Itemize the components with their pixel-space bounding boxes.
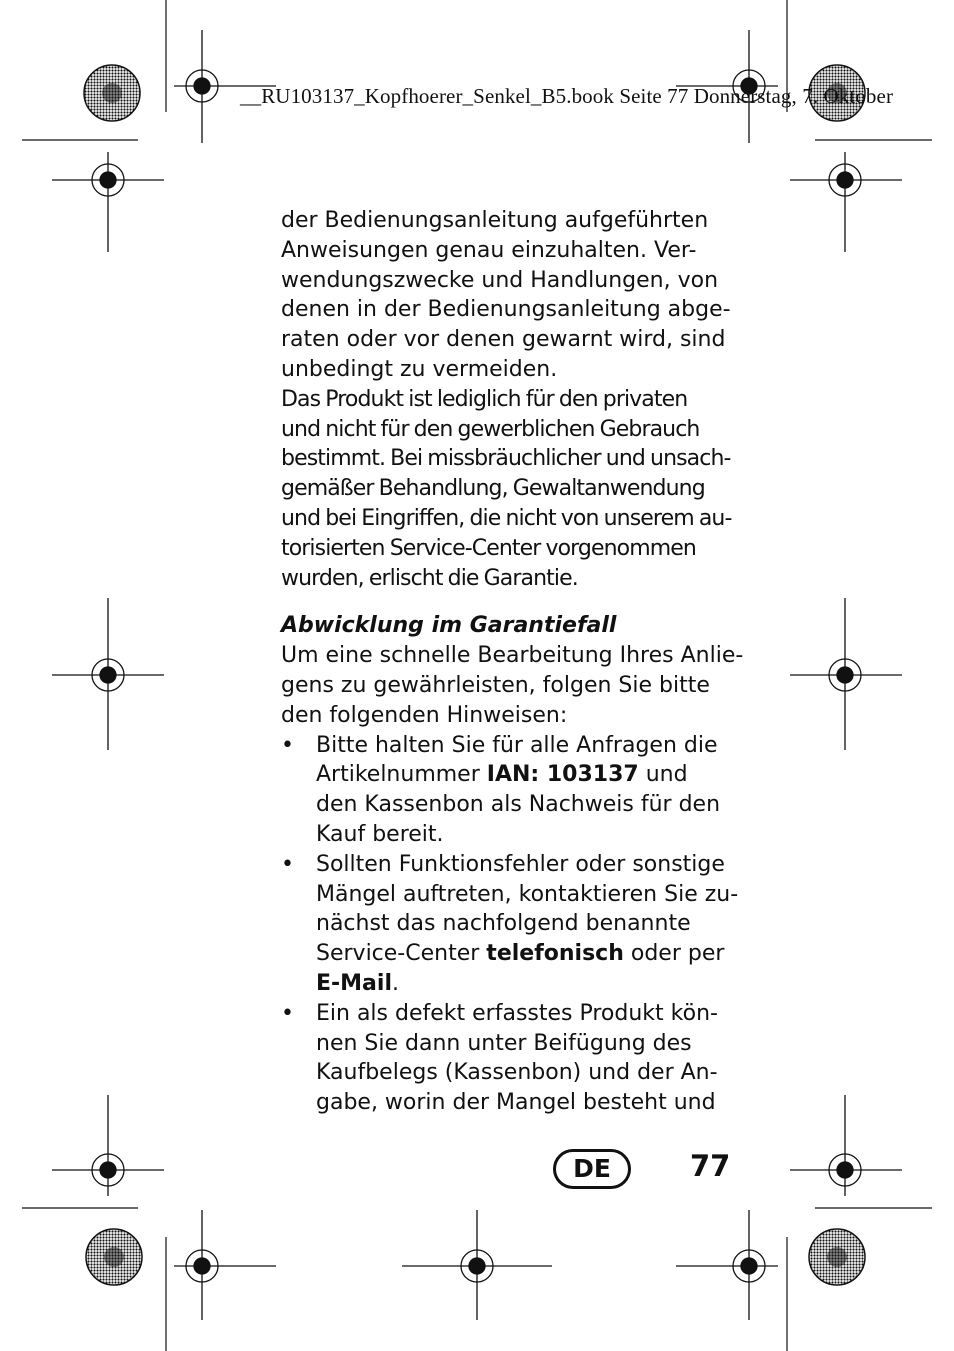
text-line: Artikelnummer IAN: 103137 und — [316, 762, 688, 788]
text-line: Kaufbelegs (Kassenbon) und der An- — [316, 1060, 718, 1086]
text-line: torisierten Service-Center vorgenommen — [281, 535, 696, 561]
registration-target-bottom-left — [174, 1210, 276, 1320]
text-line: der Bedienungsanleitung aufgeführten — [281, 208, 709, 233]
text-line: raten oder vor denen gewarnt wird, sind — [281, 327, 726, 353]
text-line: wendungszwecke und Handlungen, von — [281, 267, 719, 293]
text-line: den folgenden Hinweisen: — [281, 702, 568, 728]
text-line: Um eine schnelle Bearbeitung Ihres Anlie- — [281, 643, 744, 669]
text-line: nächst das nachfolgend benannte — [316, 911, 691, 937]
text-line: nen Sie dann unter Beifügung des — [316, 1030, 692, 1056]
text-line: wurden, erlischt die Garantie. — [281, 565, 578, 591]
text-line: Das Produkt ist lediglich für den privaten — [281, 386, 688, 412]
paragraph-intro — [281, 641, 744, 730]
registration-target-bottom-center — [402, 1210, 552, 1320]
registration-target-right-middle — [790, 598, 902, 750]
text-line: unbedingt zu vermeiden. — [281, 356, 558, 382]
page-number: 77 — [690, 1149, 731, 1183]
print-file-header: __RU103137_Kopfhoerer_Senkel_B5.book Seite 77 Donnerstag, 7. Oktober — [240, 84, 894, 108]
text-line: Sollten Funktionsfehler oder sonstige — [316, 851, 725, 877]
text-line: und nicht für den gewerblichen Gebrauch — [281, 416, 700, 442]
registration-target-left-middle — [52, 598, 164, 750]
list-item — [281, 731, 731, 850]
bullet-icon: • — [281, 1000, 294, 1026]
text-line: und bei Eingriffen, die nicht von unserem au- — [281, 505, 732, 531]
bullet-icon: • — [281, 851, 294, 877]
text-line: gemäßer Behandlung, Gewaltanwendung — [281, 476, 705, 502]
text-line: Service-Center telefonisch oder per — [316, 941, 725, 967]
text-line: Bitte halten Sie für alle Anfragen die — [316, 732, 718, 758]
registration-target-bottom-right — [676, 1210, 778, 1320]
text-line: bestimmt. Bei missbräuchlicher und unsach- — [281, 446, 731, 472]
article-number: IAN: 103137 — [486, 762, 639, 788]
registration-target-left-lower — [52, 1095, 164, 1196]
starburst-mark-top-left — [84, 65, 140, 121]
text-line: gabe, worin der Mangel besteht und — [316, 1090, 716, 1116]
text-line: den Kassenbon als Nachweis für den — [316, 792, 721, 818]
starburst-mark-bottom-left — [86, 1229, 142, 1285]
section-heading: Abwicklung im Garantiefall — [281, 613, 617, 639]
text-line: Kauf bereit. — [316, 821, 444, 847]
text-line: Anweisungen genau einzuhalten. Ver- — [281, 237, 697, 263]
paragraph-usage-instructions — [281, 206, 731, 385]
manual-body — [281, 206, 744, 1118]
bullet-icon: • — [281, 732, 294, 758]
starburst-mark-bottom-right — [809, 1229, 865, 1285]
registration-target-left-upper — [52, 152, 164, 252]
emphasis-telephone: telefonisch — [486, 941, 624, 967]
language-badge: DE — [553, 1149, 631, 1189]
text-line: Ein als defekt erfasstes Produkt kön- — [316, 1000, 718, 1026]
registration-target-right-upper — [790, 152, 902, 252]
text-line: E-Mail. — [316, 970, 399, 996]
list-item — [281, 999, 731, 1118]
text-line: Mängel auftreten, kontaktieren Sie zu- — [316, 881, 739, 907]
emphasis-email: E-Mail — [316, 970, 392, 996]
text-line: denen in der Bedienungsanleitung abge- — [281, 297, 731, 323]
registration-target-right-lower — [790, 1095, 902, 1196]
list-item — [281, 850, 739, 999]
paragraph-warranty-exclusion — [281, 385, 731, 594]
text-line: gens zu gewährleisten, folgen Sie bitte — [281, 672, 710, 698]
